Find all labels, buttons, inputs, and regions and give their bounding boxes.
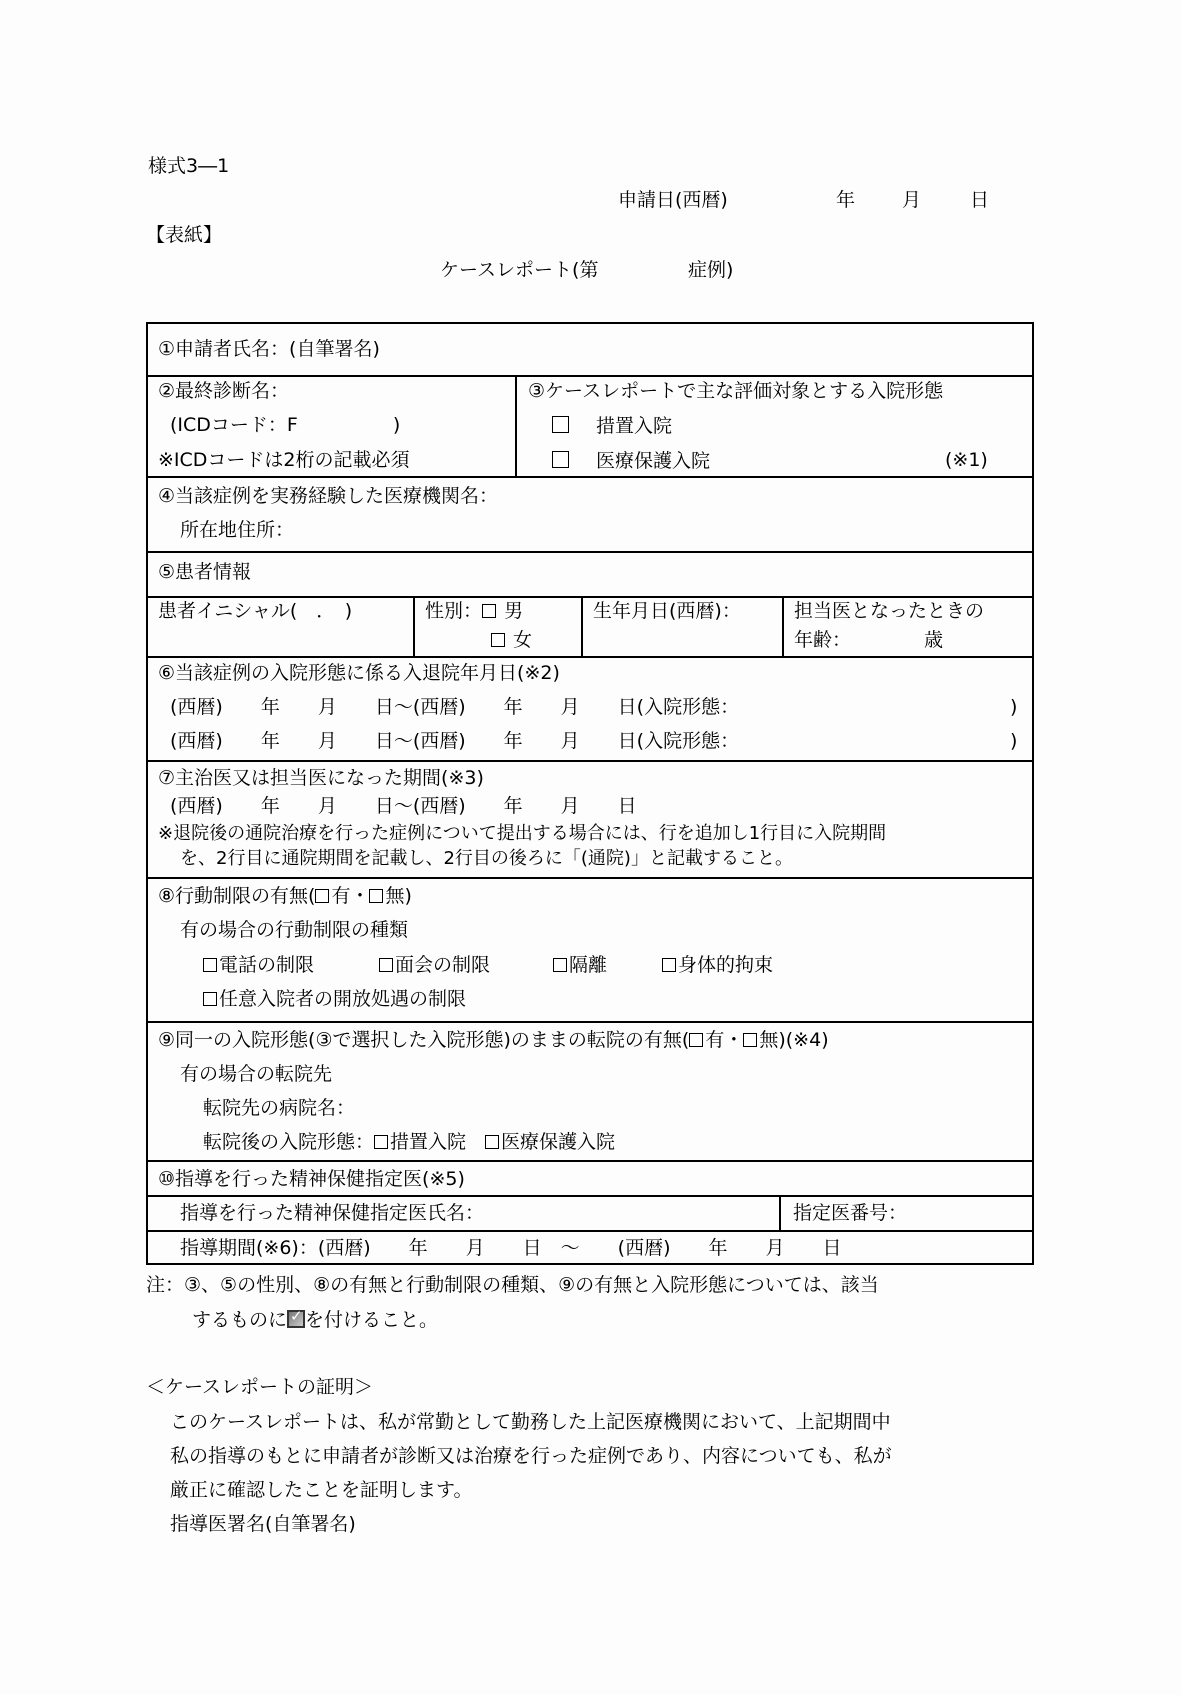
restriction-open-treatment[interactable]: 任意入院者の開放処遇の制限: [203, 990, 466, 1009]
admission-type-label: ③ケースレポートで主な評価対象とする入院形態: [528, 380, 944, 402]
application-year[interactable]: 年: [836, 189, 856, 211]
checkbox-icon[interactable]: [485, 1135, 499, 1149]
cover-label: 【表紙】: [146, 224, 223, 246]
applicant-name-label[interactable]: ①申請者氏名：(自筆署名): [158, 338, 380, 360]
supervisor-signature-field[interactable]: 指導医署名(自筆署名): [170, 1513, 356, 1535]
attending-period-row[interactable]: (西暦) 年 月 日～(西暦) 年 月 日: [170, 795, 637, 817]
row-divider: [146, 551, 1034, 553]
institution-address-label[interactable]: 所在地住所：: [180, 519, 295, 541]
checkbox-icon[interactable]: [379, 958, 393, 972]
col-divider: [581, 596, 583, 656]
icd-code-field[interactable]: (ICDコード：F ): [170, 414, 401, 436]
attending-note-line1: ※退院後の通院治療を行った症例について提出する場合には、行を追加し1行目に入院期間: [158, 823, 887, 844]
checkbox-icon[interactable]: [203, 958, 217, 972]
restriction-isolation[interactable]: 隔離: [553, 956, 607, 975]
row-divider: [146, 1160, 1034, 1162]
restriction-types-label: 有の場合の行動制限の種類: [180, 919, 409, 941]
checkbox-transfer-no[interactable]: [743, 1033, 757, 1047]
certification-line3: 厳正に確認したことを証明します。: [170, 1479, 473, 1501]
checkbox-female[interactable]: [491, 633, 505, 647]
sex-female: 女: [491, 631, 532, 650]
form-number: 様式3―1: [148, 155, 230, 177]
restriction-phone[interactable]: 電話の制限: [203, 956, 314, 975]
checkbox-icon[interactable]: [552, 416, 569, 433]
admission-dates-row-1[interactable]: (西暦) 年 月 日～(西暦) 年 月 日(入院形態：: [170, 696, 740, 718]
note-line1: 注：③、⑤の性別、⑧の有無と行動制限の種類、⑨の有無と入院形態については、該当: [146, 1274, 879, 1296]
row-divider: [146, 476, 1034, 478]
transfer-form: 転院後の入院形態： 措置入院 医療保護入院: [203, 1131, 616, 1153]
checkbox-male[interactable]: [482, 604, 496, 618]
checkbox-restriction-yes[interactable]: [315, 889, 329, 903]
row-divider: [146, 375, 1034, 377]
checkbox-icon[interactable]: [553, 958, 567, 972]
close-paren: ): [1010, 730, 1018, 752]
sex-field: 性別： 男: [425, 600, 524, 622]
row-divider: [146, 656, 1034, 658]
patient-initials-field[interactable]: 患者イニシャル( ． ): [158, 600, 353, 622]
birthdate-field[interactable]: 生年月日(西暦)：: [593, 600, 741, 622]
transfer-label: ⑨同一の入院形態(③で選択した入院形態)のままの転院の有無( 有・ 無)(※4): [158, 1029, 829, 1051]
col-divider: [413, 596, 415, 656]
col-divider: [779, 1195, 781, 1230]
icd-note: ※ICDコードは2桁の記載必須: [158, 449, 410, 471]
application-month[interactable]: 月: [902, 189, 922, 211]
institution-name-label[interactable]: ④当該症例を実務経験した医療機関名：: [158, 485, 499, 507]
note-ref-1: (※1): [945, 449, 988, 471]
checkbox-icon[interactable]: [552, 451, 569, 468]
certification-line1: このケースレポートは、私が常勤として勤務した上記医療機関において、上記期間中: [170, 1411, 891, 1433]
checked-box-icon: [287, 1310, 305, 1328]
transfer-hospital-field[interactable]: 転院先の病院名：: [203, 1097, 356, 1119]
title-suffix: 症例): [688, 259, 734, 281]
transfer-dest-label: 有の場合の転院先: [180, 1063, 333, 1085]
note-line2: するものに ✓ を付けること。: [192, 1310, 438, 1330]
option-iryohogo[interactable]: 医療保護入院: [552, 451, 710, 471]
attending-note-line2: を、2行目に通院期間を記載し、2行目の後ろに「(通院)」と記載すること。: [180, 848, 793, 869]
col-divider: [515, 375, 517, 476]
age-label-line1: 担当医となったときの: [794, 600, 985, 622]
row-divider: [146, 760, 1034, 762]
attending-period-label: ⑦主治医又は担当医になった期間(※3): [158, 767, 484, 789]
certification-line2: 私の指導のもとに申請者が診断又は治療を行った症例であり、内容についても、私が: [170, 1445, 892, 1467]
supervision-period-field[interactable]: 指導期間(※6)：(西暦) 年 月 日 ～ (西暦) 年 月 日: [180, 1237, 842, 1259]
checkbox-restriction-no[interactable]: [369, 889, 383, 903]
row-divider: [146, 1195, 1034, 1197]
age-label-line2[interactable]: 年齢：: [794, 629, 852, 651]
checkbox-transfer-yes[interactable]: [689, 1033, 703, 1047]
supervisor-label: ⑩指導を行った精神保健指定医(※5): [158, 1168, 465, 1190]
application-date-label: 申請日(西暦): [618, 189, 728, 211]
checkbox-icon[interactable]: [374, 1135, 388, 1149]
application-day[interactable]: 日: [970, 189, 990, 211]
title-prefix: ケースレポート(第: [440, 259, 599, 281]
diagnosis-label[interactable]: ②最終診断名：: [158, 380, 290, 402]
row-divider: [146, 877, 1034, 879]
admission-dates-label: ⑥当該症例の入院形態に係る入退院年月日(※2): [158, 662, 560, 684]
admission-dates-row-2[interactable]: (西暦) 年 月 日～(西暦) 年 月 日(入院形態：: [170, 730, 740, 752]
row-divider: [146, 1021, 1034, 1023]
option-sochi[interactable]: 措置入院: [552, 416, 672, 436]
age-unit: 歳: [924, 629, 944, 651]
checkbox-icon[interactable]: [662, 958, 676, 972]
col-divider: [782, 596, 784, 656]
supervisor-name-field[interactable]: 指導を行った精神保健指定医氏名：: [180, 1202, 485, 1224]
restriction-visit[interactable]: 面会の制限: [379, 956, 490, 975]
supervisor-number-field[interactable]: 指定医番号：: [793, 1202, 908, 1224]
patient-info-label: ⑤患者情報: [158, 561, 252, 583]
certification-heading: ＜ケースレポートの証明＞: [146, 1376, 374, 1398]
checkbox-icon[interactable]: [203, 992, 217, 1006]
row-divider: [146, 1230, 1034, 1232]
restriction-label: ⑧行動制限の有無( 有・ 無): [158, 885, 412, 907]
row-divider: [146, 596, 1034, 598]
restriction-physical[interactable]: 身体的拘束: [662, 956, 773, 975]
close-paren: ): [1010, 696, 1018, 718]
